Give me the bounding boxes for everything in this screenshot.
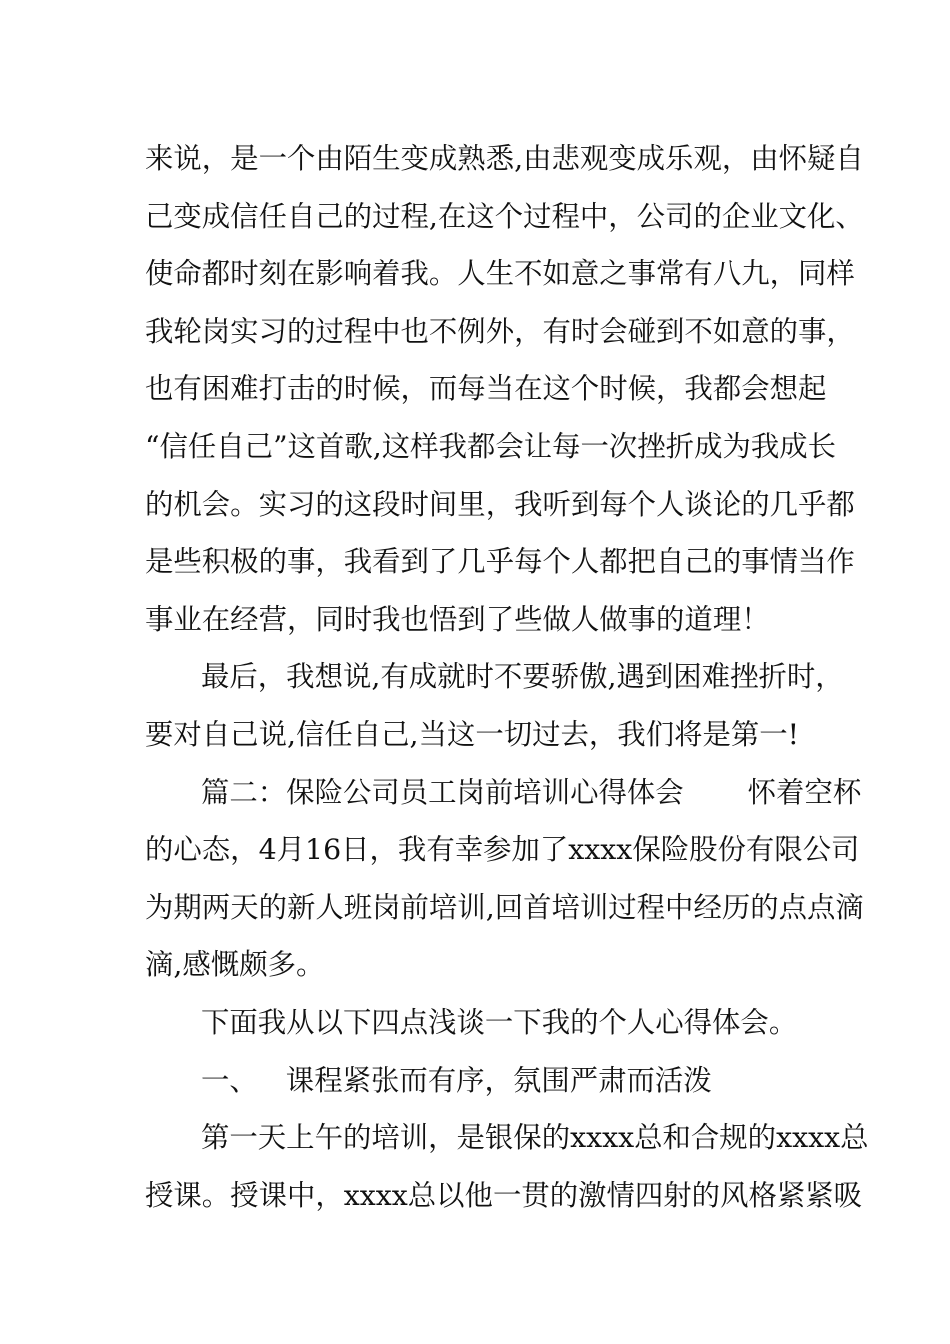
paragraph-line: 怀着空杯: [747, 775, 862, 809]
paragraph-line: 的机会。实习的这段时间里，我听到每个人谈论的几乎都: [145, 487, 855, 521]
article-heading: 篇二：保险公司员工岗前培训心得体会: [201, 775, 684, 809]
paragraph-line: 的心态，4月16日，我有幸参加了xxxx保险股份有限公司: [145, 833, 860, 867]
paragraph-line: 也有困难打击的时候，而每当在这个时候，我都会想起: [145, 372, 827, 406]
section-title: 课程紧张而有序，氛围严肃而活泼: [285, 1063, 712, 1097]
article-heading-line: [145, 764, 862, 822]
paragraph-line: 最后，我想说,有成就时不要骄傲,遇到困难挫折时，: [201, 660, 844, 694]
paragraph-line: 下面我从以下四点浅谈一下我的个人心得体会。: [201, 1005, 798, 1039]
section-heading: [145, 1052, 825, 1110]
paragraph-line: 滴,感慨颇多。: [145, 948, 325, 982]
paragraph-line: 要对自己说,信任自己,当这一切过去，我们将是第一!: [145, 717, 800, 751]
document-body: [145, 130, 869, 1224]
paragraph-line: 第一天上午的培训，是银保的xxxx总和合规的xxxx总: [201, 1121, 869, 1155]
paragraph-line: 是些积极的事，我看到了几乎每个人都把自己的事情当作: [145, 545, 855, 579]
section-number: 一、: [201, 1063, 258, 1097]
paragraph-line: “信任自己”这首歌,这样我都会让每一次挫折成为我成长: [145, 429, 837, 463]
paragraph-line: 事业在经营，同时我也悟到了些做人做事的道理！: [145, 602, 770, 636]
paragraph-line: 授课。授课中，xxxx总以他一贯的激情四射的风格紧紧吸: [145, 1178, 863, 1212]
paragraph-line: 己变成信任自己的过程,在这个过程中，公司的企业文化、: [145, 199, 864, 233]
paragraph-line: 为期两天的新人班岗前培训,回首培训过程中经历的点点滴: [145, 890, 864, 924]
paragraph-line: 我轮岗实习的过程中也不例外，有时会碰到不如意的事，: [145, 314, 855, 348]
paragraph-line: 来说，是一个由陌生变成熟悉,由悲观变成乐观，由怀疑自: [145, 142, 864, 175]
paragraph-line: 使命都时刻在影响着我。人生不如意之事常有八九，同样: [145, 257, 855, 291]
